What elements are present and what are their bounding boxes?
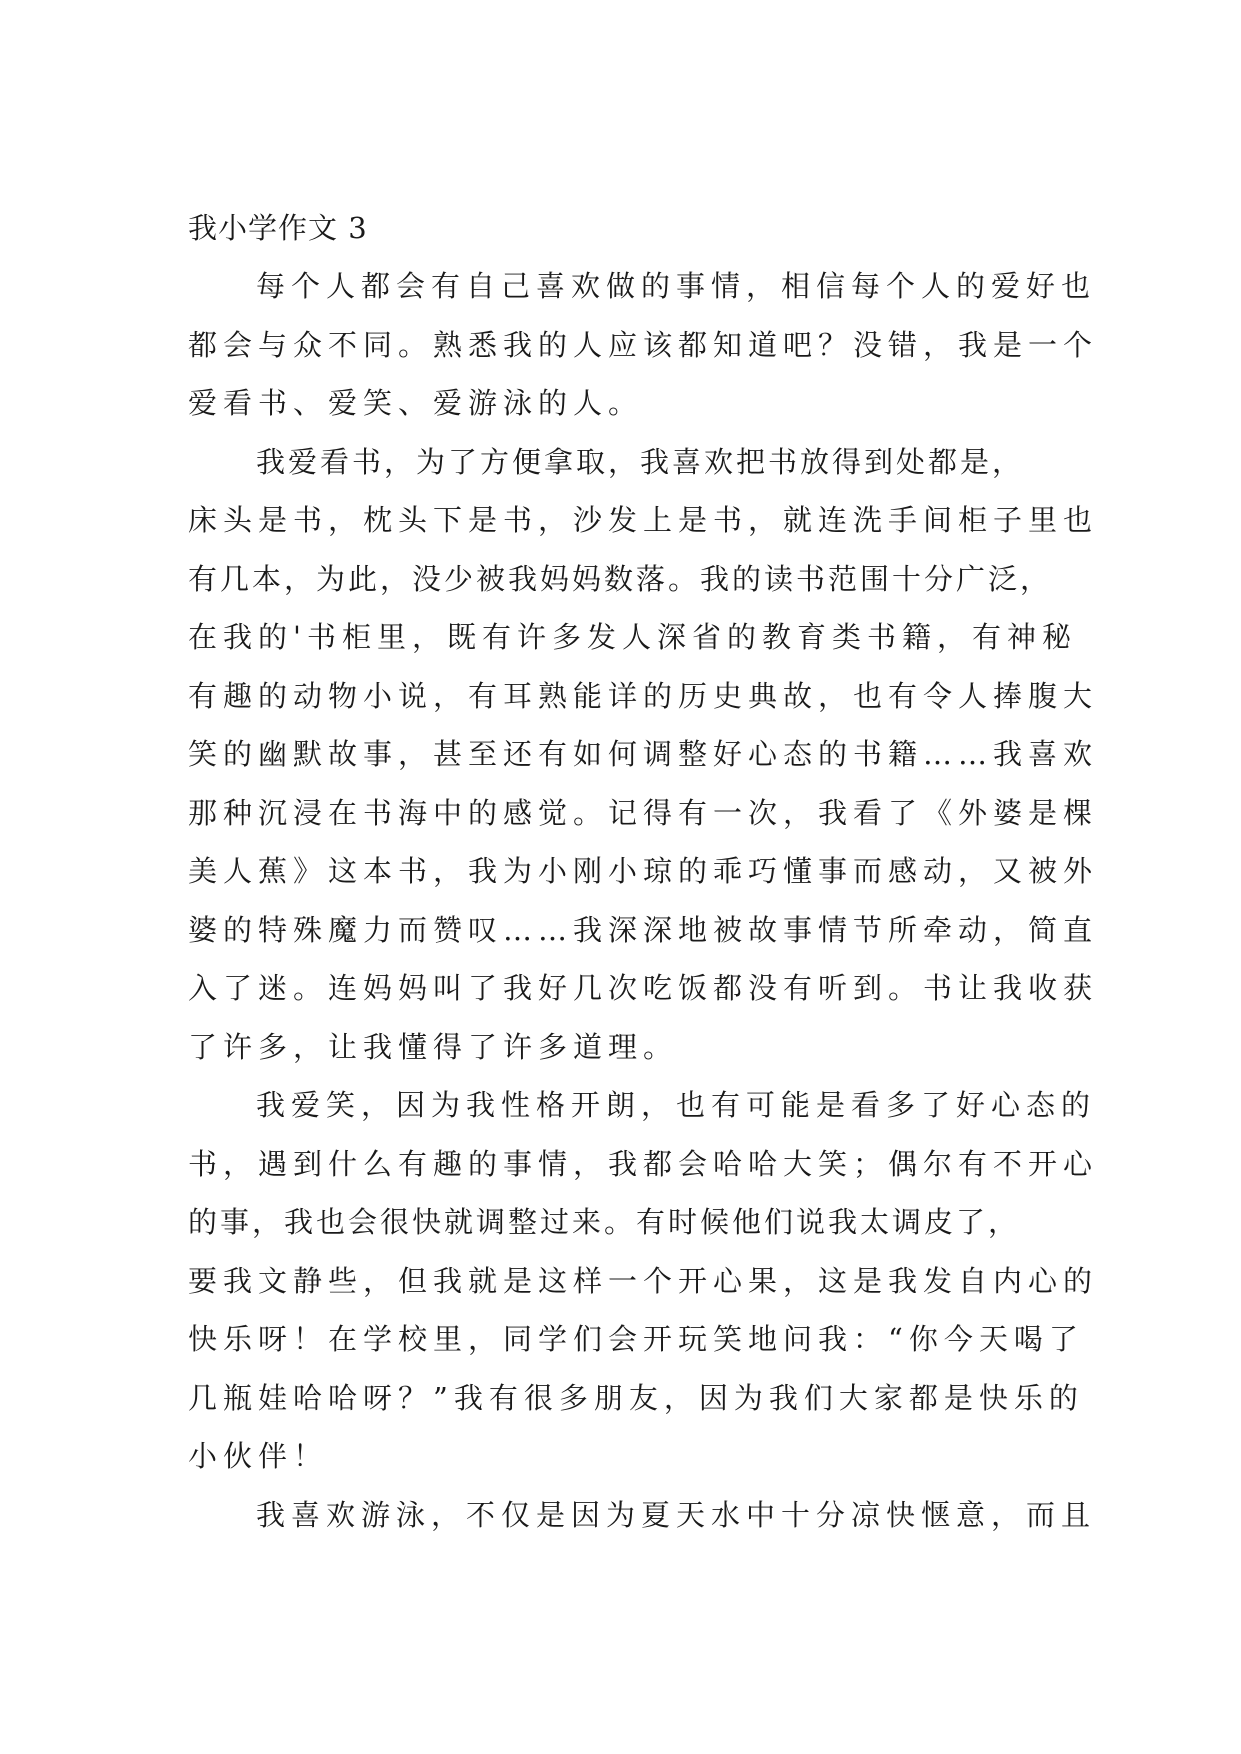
paragraph-line: 入了迷。连妈妈叫了我好几次吃饭都没有听到。书让我收获 bbox=[188, 971, 1099, 1005]
paragraph-line: 我爱看书，为了方便拿取，我喜欢把书放得到处都是， bbox=[256, 444, 1025, 479]
paragraph bbox=[188, 1076, 1099, 1486]
paragraph-line: 的事，我也会很快就调整过来。有时候他们说我太调皮了， bbox=[188, 1205, 1021, 1239]
paragraph-line: 美人蕉》这本书，我为小刚小琼的乖巧懂事而感动，又被外 bbox=[188, 854, 1099, 888]
paragraph-line: 几瓶娃哈哈呀？”我有很多朋友，因为我们大家都是快乐的 bbox=[188, 1380, 1084, 1415]
paragraph-line: 笑的幽默故事，甚至还有如何调整好心态的书籍……我喜欢 bbox=[188, 737, 1099, 771]
paragraph-line: 了许多，让我懂得了许多道理。 bbox=[188, 1029, 679, 1064]
paragraph-line: 快乐呀！在学校里，同学们会开玩笑地问我：“你今天喝了 bbox=[188, 1322, 1084, 1356]
paragraph-line: 我喜欢游泳，不仅是因为夏天水中十分凉快惬意，而且 bbox=[256, 1497, 1097, 1532]
paragraph-line: 书，遇到什么有趣的事情，我都会哈哈大笑；偶尔有不开心 bbox=[188, 1146, 1099, 1181]
paragraph-line: 要我文静些，但我就是这样一个开心果，这是我发自内心的 bbox=[188, 1263, 1099, 1298]
paragraph bbox=[188, 257, 1099, 433]
paragraph-line: 在我的'书柜里，既有许多发人深省的教育类书籍，有神秘 bbox=[188, 620, 1077, 654]
paragraph-line: 床头是书，枕头下是书，沙发上是书，就连洗手间柜子里也 bbox=[188, 503, 1099, 537]
paragraph-line: 小伙伴！ bbox=[188, 1439, 329, 1473]
paragraph-line: 婆的特殊魔力而赞叹……我深深地被故事情节所牵动，简直 bbox=[188, 912, 1099, 947]
paragraph-line: 那种沉浸在书海中的感觉。记得有一次，我看了《外婆是棵 bbox=[188, 795, 1099, 830]
paragraph bbox=[188, 433, 1099, 1077]
paragraph-line: 我爱笑，因为我性格开朗，也有可能是看多了好心态的 bbox=[256, 1088, 1097, 1122]
document-page bbox=[188, 199, 1099, 1544]
paragraph-line: 每个人都会有自己喜欢做的事情，相信每个人的爱好也 bbox=[256, 269, 1097, 303]
paragraph-line: 爱看书、爱笑、爱游泳的人。 bbox=[188, 386, 644, 420]
paragraph-line: 有几本，为此，没少被我妈妈数落。我的读书范围十分广泛， bbox=[188, 561, 1053, 596]
paragraph-line: 有趣的动物小说，有耳熟能详的历史典故，也有令人捧腹大 bbox=[188, 678, 1099, 713]
paragraph-line: 都会与众不同。熟悉我的人应该都知道吧？没错，我是一个 bbox=[188, 327, 1099, 362]
paragraph bbox=[188, 1486, 1097, 1545]
essay-title: 我小学作文 3 bbox=[188, 211, 368, 245]
